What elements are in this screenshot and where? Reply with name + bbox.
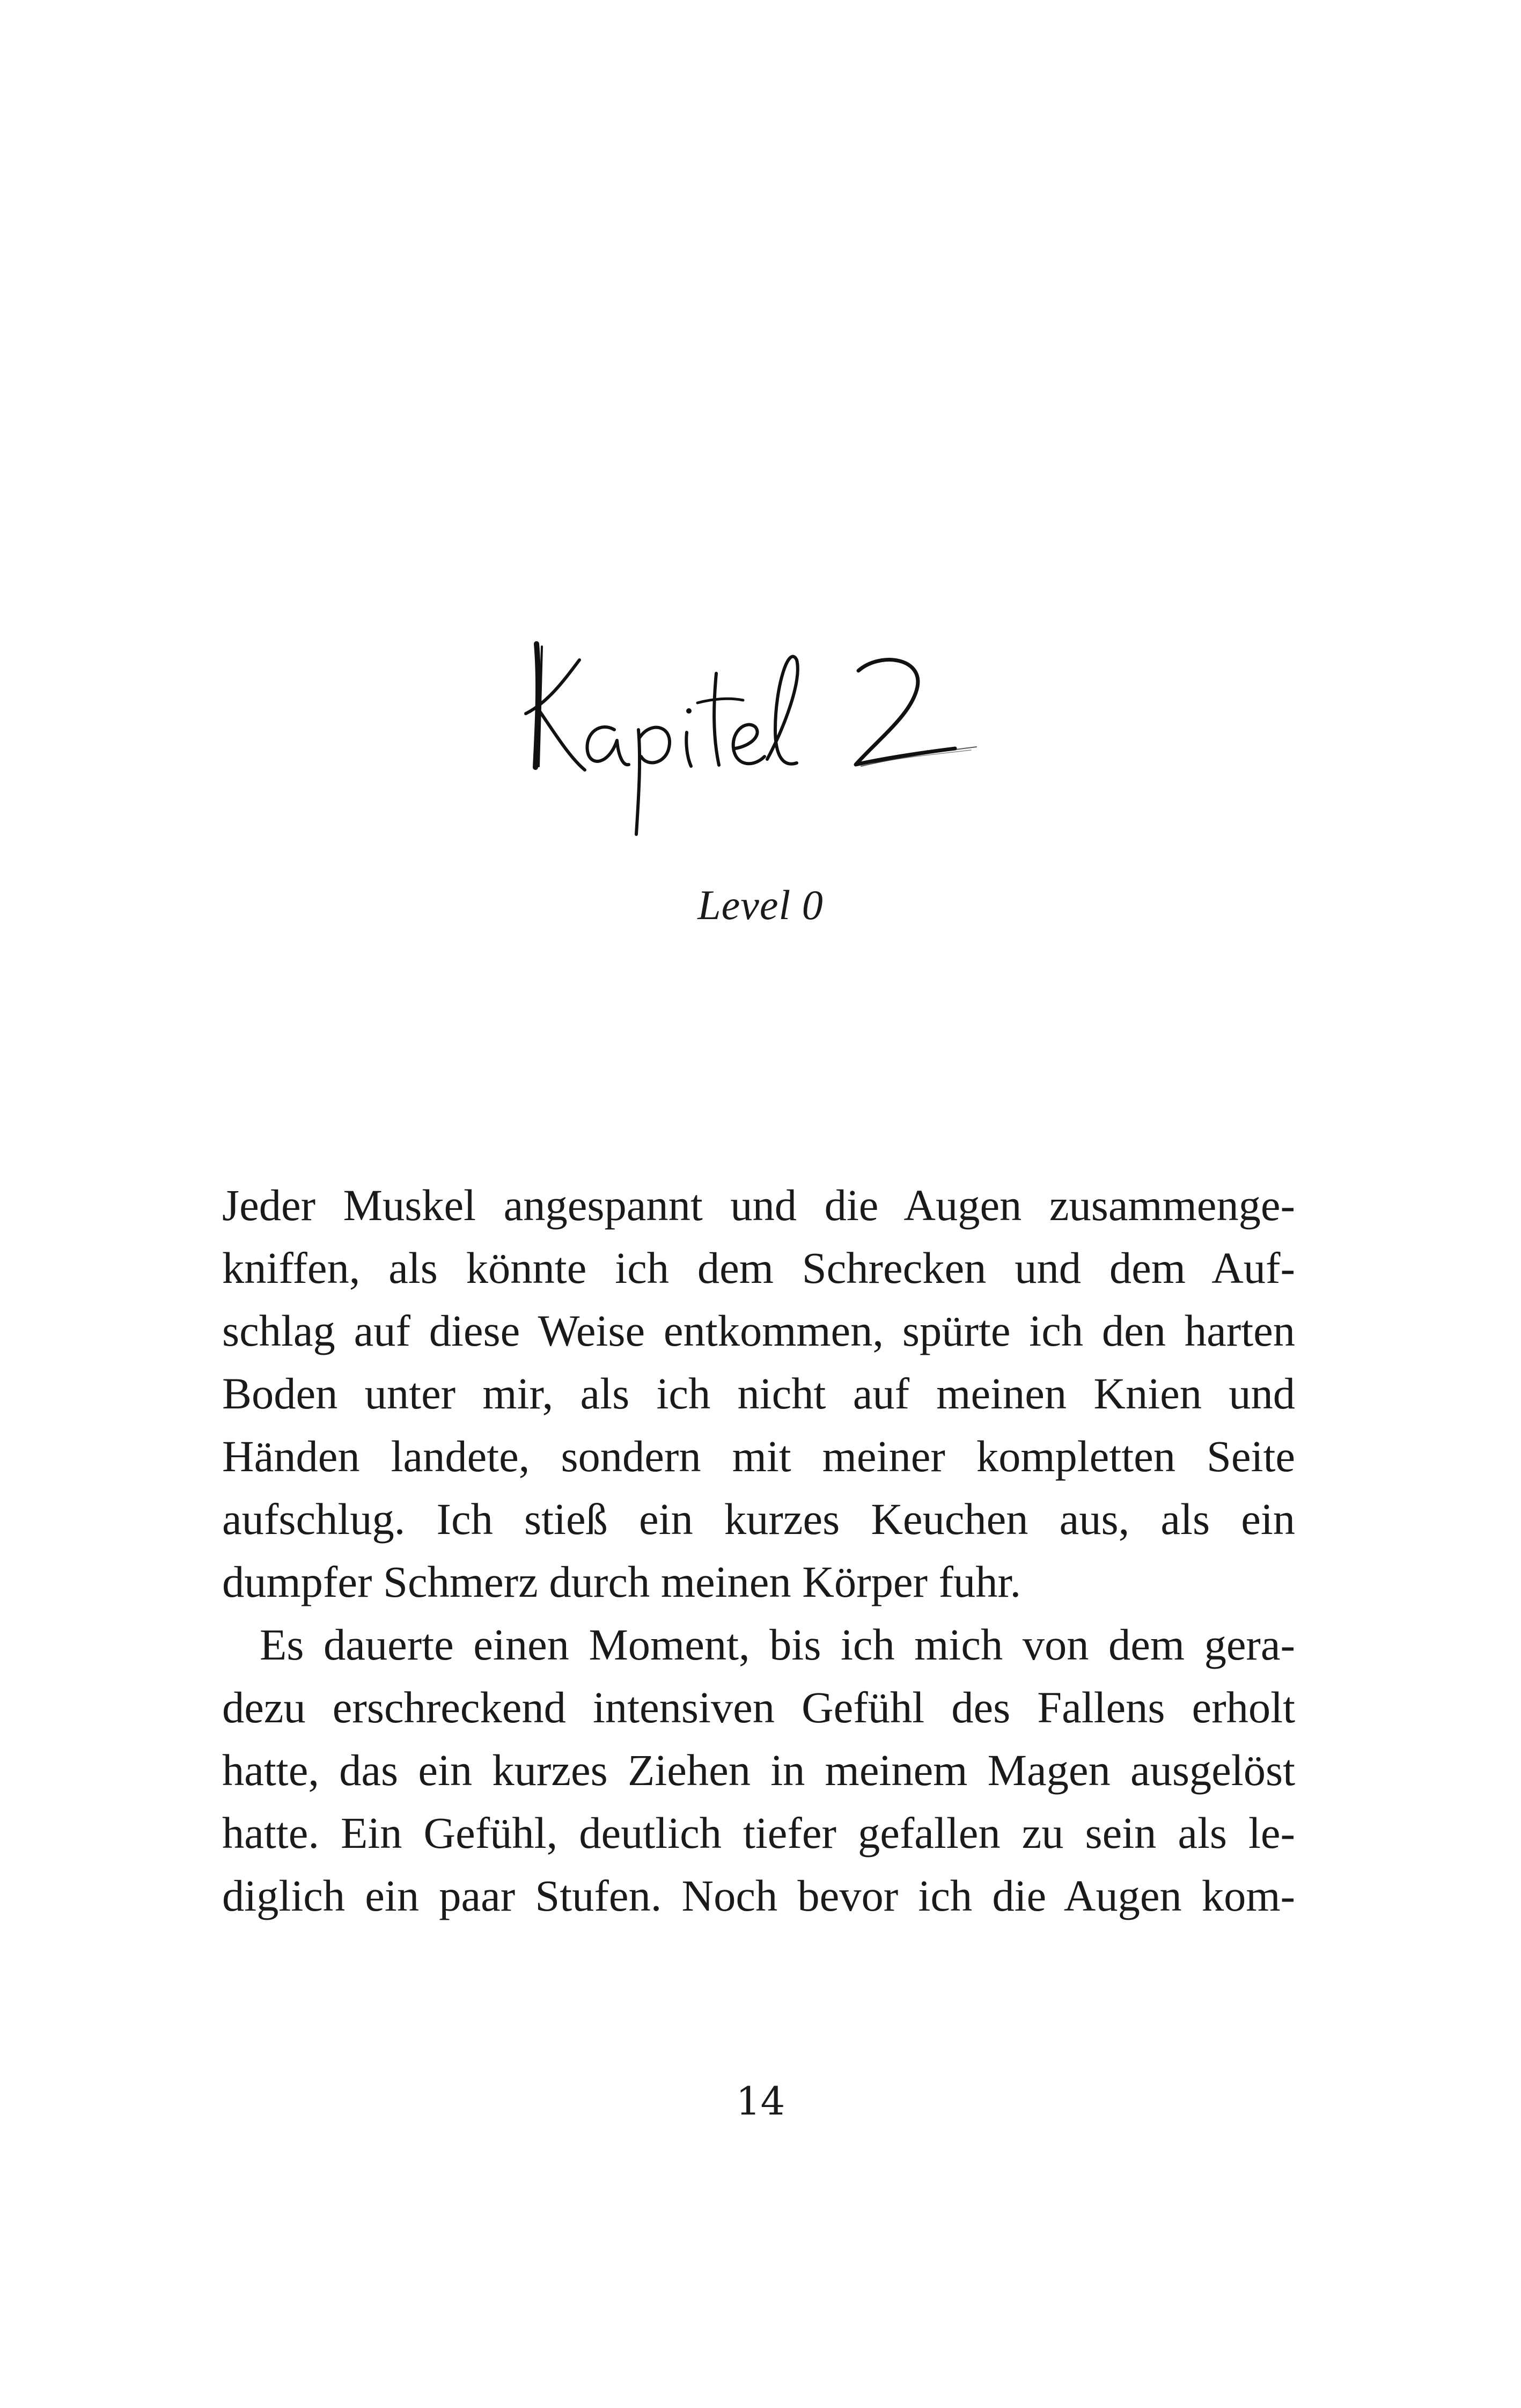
chapter-title-script	[504, 622, 987, 848]
text-line: Jeder Muskel angespannt und die Augen zusammenge-	[222, 1180, 1295, 1230]
text-line: hatte. Ein Gefühl, deutlich tiefer gefallen zu sein als le-	[222, 1808, 1295, 1858]
text-line: aufschlug. Ich stieß ein kurzes Keuchen aus, als ein	[222, 1494, 1295, 1544]
text-line: diglich ein paar Stufen. Noch bevor ich die Augen kom-	[222, 1871, 1295, 1920]
text-line: hatte, das ein kurzes Ziehen in meinem Magen ausgelöst	[222, 1745, 1295, 1795]
chapter-title	[504, 622, 987, 848]
paragraph-2	[222, 1613, 1295, 1927]
body-text	[222, 1174, 1295, 1927]
text-line: schlag auf diese Weise entkommen, spürte ich den harten	[222, 1306, 1295, 1355]
text-line: Händen landete, sondern mit meiner kompletten Seite	[222, 1431, 1295, 1481]
page-number: 14	[736, 2079, 785, 2124]
text-line: kniffen, als könnte ich dem Schrecken und dem Auf-	[222, 1243, 1295, 1293]
text-line: Boden unter mir, als ich nicht auf meinen Knien und	[222, 1369, 1295, 1418]
text-line: Es dauerte einen Moment, bis ich mich von dem gera-	[260, 1620, 1295, 1669]
paragraph-1	[222, 1174, 1295, 1613]
text-line: dumpfer Schmerz durch meinen Körper fuhr.	[222, 1557, 1022, 1606]
text-line: dezu erschreckend intensiven Gefühl des Fallens erholt	[222, 1683, 1295, 1732]
chapter-subtitle: Level 0	[697, 882, 824, 928]
